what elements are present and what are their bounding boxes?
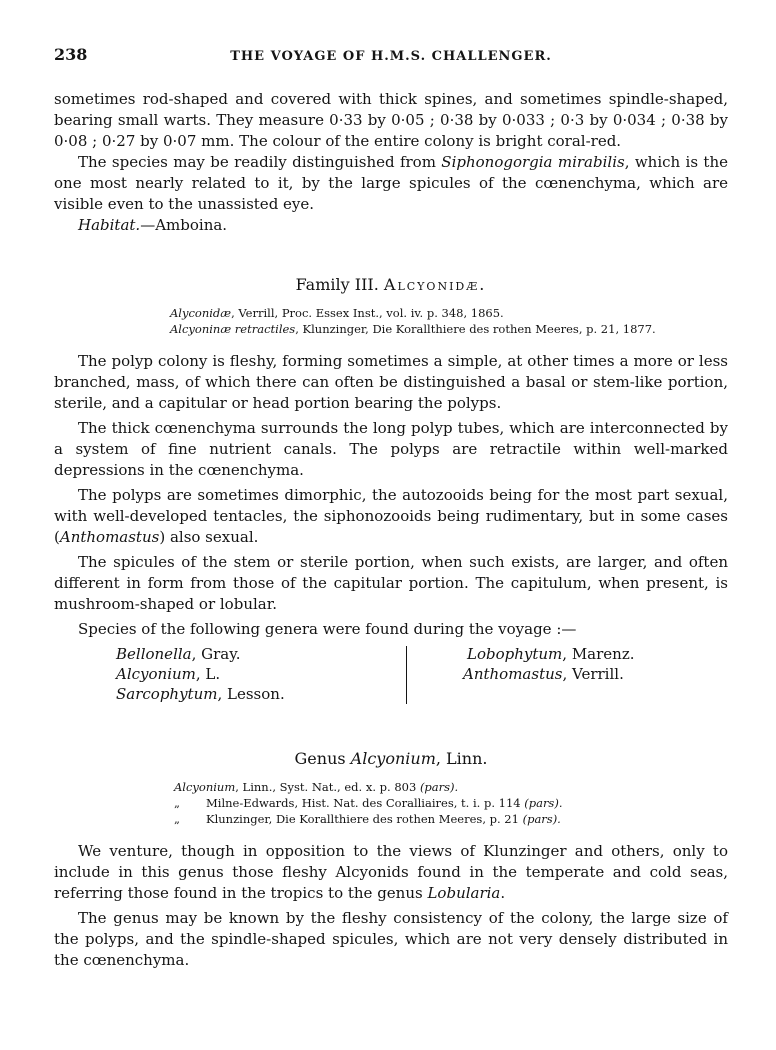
reference-text: Milne-Edwards, Hist. Nat. des Coralliaires, t. i. p. 114 [206, 796, 525, 810]
text-run: We venture, though in opposition to the views of Klunzinger and others, only to include in this genus those fleshy Alcyonids found in the temperate and cold seas, referring those found in the tropics to the genus [54, 842, 728, 902]
genus-author: , L. [195, 665, 221, 683]
running-head [54, 44, 728, 67]
habitat-label: Habitat. [78, 216, 141, 234]
text-run: The species may be readily distinguished from [78, 153, 442, 171]
ditto-mark: „ [174, 796, 180, 810]
text-run: ) also sexual. [159, 528, 259, 546]
genus-name: Sarcophytum [116, 685, 218, 703]
genus-name: Anthomastus [59, 528, 160, 546]
genus-entry [116, 664, 396, 684]
genus-entry [463, 664, 635, 684]
habitat-value: —Amboina. [140, 216, 228, 234]
text-run: . [500, 884, 506, 902]
genus-name: Lobularia [427, 884, 501, 902]
genera-column-left [106, 644, 406, 704]
habitat-line [54, 215, 728, 236]
family-heading-prefix: Family III. [295, 275, 379, 294]
genera-list [106, 644, 706, 704]
genus-author: , Verrill. [562, 665, 624, 683]
intro-paragraph-1: sometimes rod-shaped and covered with thick spines, and sometimes spindle-shaped, bearing small warts. They measure 0·33 by 0·05 ; 0·38 by 0·033 ; 0·3 by 0·034 ; 0·38 by 0·08 ; 0·27 by 0·07 mm. The colour of the entire colony is bright coral-red. [54, 90, 728, 150]
genus-author: , Lesson. [217, 685, 285, 703]
genus-entry [116, 644, 396, 664]
text-run: , which is the one most nearly related to it, by the large spicules of the cœnenchyma, which are visible even to the unassisted eye. [54, 153, 728, 213]
genus-author: , Gray. [191, 645, 241, 663]
genus-entry [467, 644, 635, 664]
genus-name: Bellonella [116, 645, 192, 663]
reference-line [170, 321, 728, 337]
reference-taxon: Alyconidæ [170, 306, 232, 320]
reference-line [174, 779, 728, 795]
reference-line [170, 305, 728, 321]
reference-pars: (pars). [524, 796, 563, 810]
ditto-mark: „ [174, 812, 180, 826]
reference-line [174, 811, 728, 827]
genus-heading-suffix: , Linn. [435, 749, 488, 768]
reference-taxon: Alcyonium [174, 780, 236, 794]
intro-paragraph-2 [54, 152, 728, 215]
page-number: 238 [54, 45, 88, 64]
reference-text: , Linn., Syst. Nat., ed. x. p. 803 [235, 780, 420, 794]
genus-name: Lobophytum [467, 645, 563, 663]
family-references [170, 305, 728, 337]
genus-name: Anthomastus [463, 665, 563, 683]
reference-pars: (pars). [522, 812, 561, 826]
genus-paragraph-2: The genus may be known by the fleshy consistency of the colony, the large size of the polyps, and the spindle-shaped spicules, which are not very densely distributed in the cœnenchyma. [54, 909, 728, 969]
reference-pars: (pars). [419, 780, 459, 794]
genus-heading-name: Alcyonium [350, 749, 436, 768]
family-paragraph-4: The spicules of the stem or sterile portion, when such exists, are larger, and often different in form from those of the capitular portion. The capitulum, when present, is mushroom-shaped or lobular. [54, 553, 728, 613]
genus-entry [116, 684, 396, 704]
family-paragraph-2: The thick cœnenchyma surrounds the long polyp tubes, which are interconnected by a system of fine nutrient canals. The polyps are retractile within well-marked depressions in the cœnenchyma. [54, 419, 728, 479]
family-heading [54, 274, 728, 295]
reference-text: , Klunzinger, Die Korallthiere des rothen Meeres, p. 21, 1877. [295, 322, 656, 336]
reference-taxon: Alcyoninæ retractiles [170, 322, 296, 336]
family-paragraph-5: Species of the following genera were found during the voyage :— [78, 620, 577, 638]
running-title: THE VOYAGE OF H.M.S. CHALLENGER. [230, 49, 552, 64]
genus-name: Alcyonium [116, 665, 196, 683]
reference-line [174, 795, 728, 811]
family-paragraph-3 [54, 485, 728, 548]
reference-text: Klunzinger, Die Korallthiere des rothen Meeres, p. 21 [206, 812, 523, 826]
species-name: Siphonogorgia mirabilis [441, 153, 625, 171]
genus-paragraph-1 [54, 841, 728, 904]
text-run: The polyps are sometimes dimorphic, the autozooids being for the most part sexual, with well-developed tentacles, the siphonozooids being rudimentary, but in some cases ( [54, 486, 728, 546]
genus-author: , Marenz. [562, 645, 635, 663]
genera-column-right [407, 644, 645, 704]
genus-heading-prefix: Genus [294, 749, 351, 768]
genus-references [174, 779, 728, 827]
genus-heading [54, 748, 728, 769]
reference-text: , Verrill, Proc. Essex Inst., vol. iv. p. 348, 1865. [231, 306, 504, 320]
family-heading-name: Alcyonidæ. [383, 275, 487, 294]
family-paragraph-1: The polyp colony is fleshy, forming sometimes a simple, at other times a more or less branched, mass, of which there can often be distinguished a basal or stem-like portion, sterile, and a capitular or head portion bearing the polyps. [54, 352, 728, 412]
